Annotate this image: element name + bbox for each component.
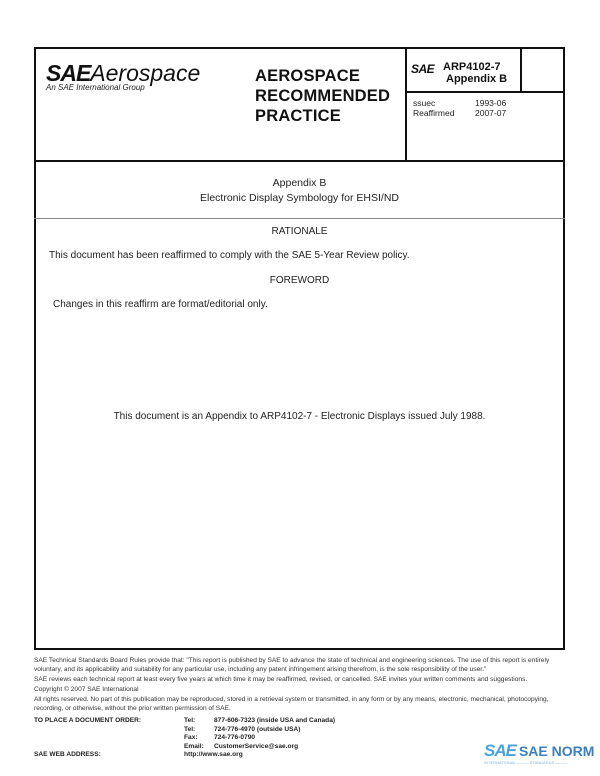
doc-number: ARP4102-7 — [443, 61, 501, 73]
logo-aerospace: Aerospace — [90, 60, 201, 86]
document-type-title — [255, 66, 390, 126]
web-label: SAE WEB ADDRESS: — [34, 751, 101, 759]
review-text: SAE reviews each technical report at least every five years at which time it may be reaffirmed, revised, or cancelled. SAE invites your written comments and suggestions. — [34, 676, 528, 683]
contact-email[interactable]: CustomerService@sae.org — [214, 742, 299, 750]
contact-row — [34, 726, 335, 735]
title-divider — [34, 218, 565, 219]
title-line: AEROSPACE — [255, 67, 361, 85]
contact-label: Tel: — [184, 725, 196, 733]
contact-label: Fax: — [184, 734, 198, 742]
watermark-text: SAE NORM — [518, 743, 595, 759]
doc-title-line1: Appendix B — [272, 177, 327, 189]
foreword-heading: FOREWORD — [269, 275, 330, 286]
standards-rules-text: SAE Technical Standards Board Rules provide that: "This report is published by SAE to advance the state of technical and engineering sciences. The use of this report is entirely voluntary, and its applicability and suitability for any particular use, including any patent infringement arising therefrom, is the sole responsibility of the user." — [34, 657, 550, 673]
sae-norm-watermark — [484, 741, 594, 761]
contact-row — [34, 743, 335, 752]
document-number — [443, 61, 507, 85]
doc-appendix: Appendix B — [446, 73, 508, 85]
order-label: TO PLACE A DOCUMENT ORDER: — [34, 717, 142, 724]
contact-value: 877-606-7323 (inside USA and Canada) — [214, 717, 336, 724]
rationale-text: This document has been reaffirmed to comply with the SAE 5-Year Review policy. — [49, 250, 410, 261]
logo-sae: SAE — [46, 60, 91, 86]
contact-label: Email: — [184, 742, 204, 750]
watermark-sub: INTERNATIONAL ——— STANDARDS ——— — [484, 760, 568, 765]
corner-box-divider — [520, 47, 522, 92]
contact-value: 724-776-0790 — [214, 734, 256, 742]
foreword-text: Changes in this reaffirm are format/editorial only. — [53, 299, 268, 310]
rights-text: All rights reserved. No part of this publication may be reproduced, stored in a retrieval system or transmitted, in any form or by any means, electronic, mechanical, photocopying, recording, or otherwise, without the prior written permission of SAE. — [34, 696, 549, 712]
web-row — [34, 751, 335, 760]
date-label: ssuec — [413, 98, 436, 108]
copyright-text: Copyright © 2007 SAE International — [34, 686, 139, 693]
contact-row — [34, 717, 335, 726]
date-value: 1993-06 — [475, 98, 507, 108]
date-row — [413, 108, 506, 118]
sae-mark: SAE — [411, 62, 435, 76]
docnum-divider — [405, 91, 565, 93]
contact-value: 724-776-4970 (outside USA) — [214, 725, 301, 733]
title-line: PRACTICE — [255, 107, 341, 125]
title-line: RECOMMENDED — [255, 87, 391, 105]
header-divider — [34, 160, 565, 162]
date-label: Reaffirmed — [413, 108, 455, 118]
rationale-heading: RATIONALE — [271, 226, 328, 237]
document-dates — [413, 98, 506, 118]
watermark-sae: SAE — [484, 741, 516, 760]
date-row — [413, 98, 506, 108]
logo-subtitle: An SAE International Group — [46, 83, 145, 92]
contact-label: Tel: — [184, 717, 196, 724]
date-value: 2007-07 — [475, 108, 507, 118]
header-right-divider — [405, 47, 407, 161]
web-address-link[interactable]: http://www.sae.org — [184, 751, 243, 759]
appendix-note: This document is an Appendix to ARP4102-7 - Electronic Displays issued July 1988. — [113, 411, 486, 422]
order-info — [34, 717, 335, 760]
doc-title-line2: Electronic Display Symbology for EHSI/ND — [200, 192, 399, 204]
contact-row — [34, 734, 335, 743]
document-frame — [34, 47, 565, 650]
